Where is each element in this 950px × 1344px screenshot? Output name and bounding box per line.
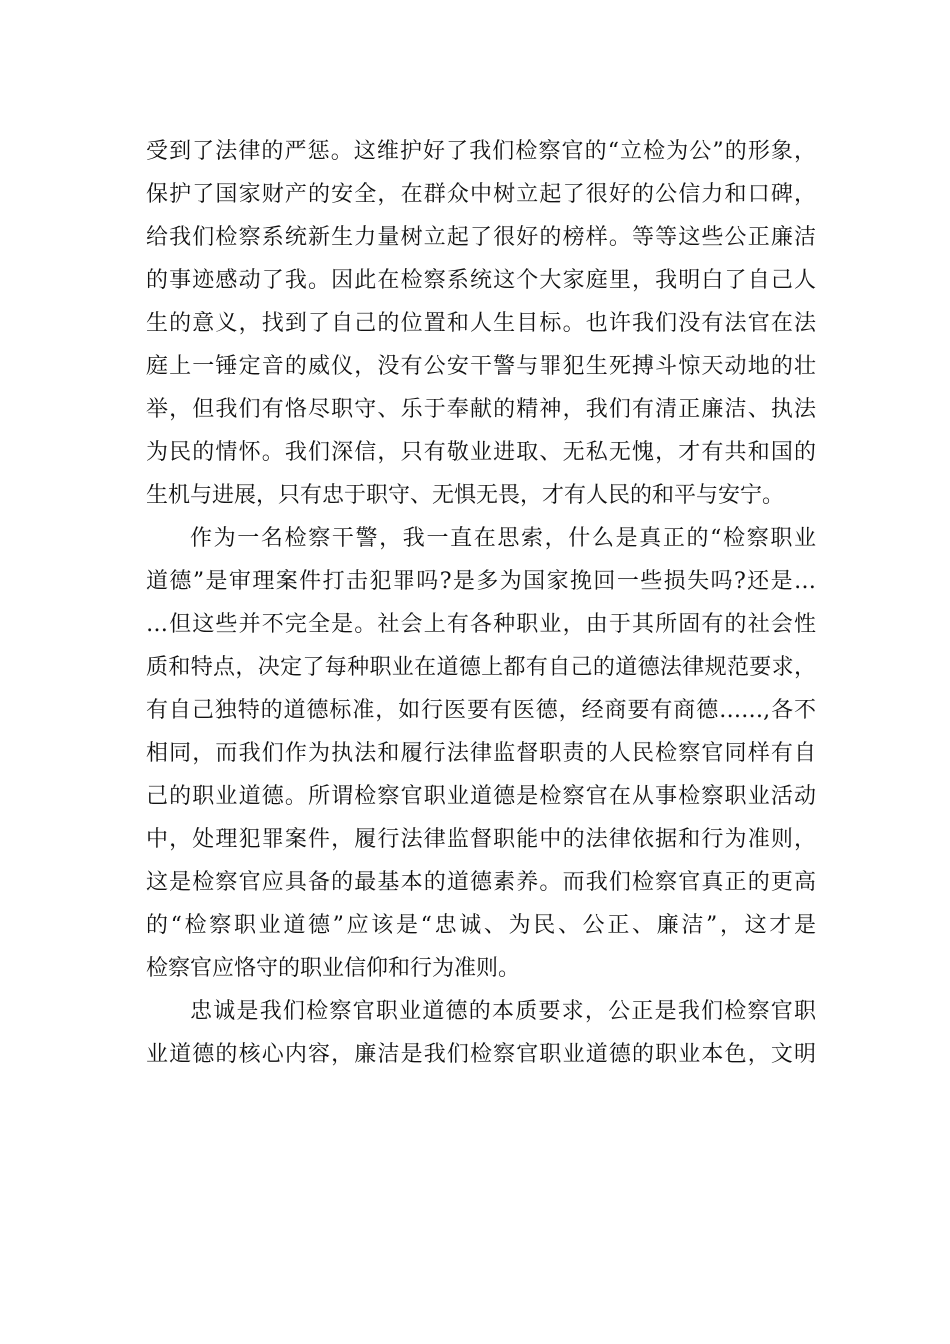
text-line: 庭上一锤定音的威仪，没有公安干警与罪犯生死搏斗惊天动地的壮: [146, 354, 816, 379]
paragraph-first-line: 作为一名检察干警，我一直在思索，什么是真正的“检察职业: [190, 526, 816, 551]
body-text: [146, 130, 816, 1076]
text-line: 相同，而我们作为执法和履行法律监督职责的人民检察官同样有自: [146, 741, 816, 766]
text-line: 给我们检察系统新生力量树立起了很好的榜样。等等这些公正廉洁: [146, 225, 816, 250]
text-line: 己的职业道德。所谓检察官职业道德是检察官在从事检察职业活动: [146, 784, 816, 809]
text-line: 保护了国家财产的安全，在群众中树立起了很好的公信力和口碑，: [146, 182, 816, 207]
text-line: 为民的情怀。我们深信，只有敬业进取、无私无愧，才有共和国的: [146, 440, 816, 465]
text-line: 检察官应恪守的职业信仰和行为准则。: [146, 956, 521, 981]
text-line: 质和特点，决定了每种职业在道德上都有自己的道德法律规范要求，: [146, 655, 816, 680]
text-line: 的事迹感动了我。因此在检察系统这个大家庭里，我明白了自己人: [146, 268, 816, 293]
text-line: 中，处理犯罪案件，履行法律监督职能中的法律依据和行为准则，: [146, 827, 816, 852]
paragraph-first-line: 忠诚是我们检察官职业道德的本质要求，公正是我们检察官职: [190, 999, 816, 1024]
text-line: 这是检察官应具备的最基本的道德素养。而我们检察官真正的更高: [146, 870, 816, 895]
text-line: 的“检察职业道德”应该是“忠诚、为民、公正、廉洁”，这才是: [146, 913, 816, 938]
text-line: 道德”是审理案件打击犯罪吗?是多为国家挽回一些损失吗?还是…: [146, 569, 816, 594]
text-line: 生机与进展，只有忠于职守、无惧无畏，才有人民的和平与安宁。: [146, 483, 785, 508]
text-line: 生的意义，找到了自己的位置和人生目标。也许我们没有法官在法: [146, 311, 816, 336]
text-line: 受到了法律的严惩。这维护好了我们检察官的“立检为公”的形象，: [146, 139, 816, 164]
text-line: 举，但我们有恪尽职守、乐于奉献的精神，我们有清正廉洁、执法: [146, 397, 816, 422]
text-line: 有自己独特的道德标准，如行医要有医德，经商要有商德……,各不: [146, 698, 816, 723]
text-line: 业道德的核心内容，廉洁是我们检察官职业道德的职业本色，文明: [146, 1042, 816, 1067]
text-line: …但这些并不完全是。社会上有各种职业，由于其所固有的社会性: [146, 612, 816, 637]
